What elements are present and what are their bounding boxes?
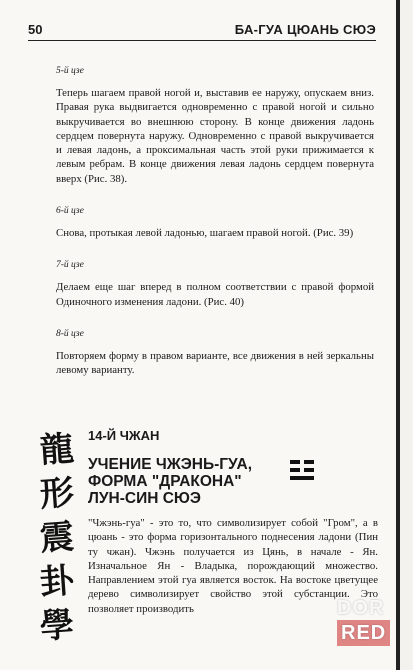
step-label: 8-й цзе <box>56 328 84 339</box>
step-block <box>56 206 374 240</box>
step-paragraph: Повторяем форму в правом варианте, все движения в ней зеркальны левому варианту. <box>56 349 374 377</box>
chapter-title <box>88 456 308 507</box>
calligraphy-column <box>34 428 80 648</box>
trigram-broken-line <box>290 460 314 464</box>
step-block <box>56 329 374 378</box>
trigram-broken-line <box>290 468 314 472</box>
step-paragraph: Снова, протыкая левой ладонью, шагаем правой ногой. (Рис. 39) <box>56 227 354 240</box>
calligraphy-char: 震 <box>38 516 76 560</box>
step-block <box>56 260 374 309</box>
chapter-section <box>28 424 378 670</box>
zhen-trigram-icon <box>290 460 314 486</box>
watermark-logo <box>337 596 407 656</box>
step-label: 6-й цзе <box>56 206 84 217</box>
main-text <box>56 66 374 398</box>
step-block <box>56 66 374 186</box>
step-label: 7-й цзе <box>56 260 84 271</box>
watermark-text: RED <box>337 620 390 646</box>
page-number: 50 <box>28 22 43 37</box>
chapter-body-text: "Чжэнь-гуа" - это то, что символизирует собой "Гром", а в цюань - это форма горизонтального поднесения ладони (Пин ту чжан). Чжэнь получается из Цянь, в начале - Ян. Изначальное Ян - Владыка, порождающий множество. Направлением этой гуа является восток. На востоке цветущее дерево символизирует свойство этой субстанции. Это позволяет производить <box>88 517 378 615</box>
page-header <box>28 22 376 41</box>
calligraphy-char: 形 <box>38 472 76 516</box>
watermark-text: DOR <box>337 597 385 619</box>
step-paragraph: Теперь шагаем правой ногой и, выставив ее наружу, опускаем вниз. Правая рука выдвигается одновременно с правой ногой и сильно выкручивается во внешнюю сторону. В конце движения ладонь сердцем повернута наружу. Одновременно с правой выкручивается и левая ладонь, а проксимальная часть этой руки прижимается к левым ребрам. В конце движения левая ладонь сердцем повернута вверх (Рис. 38). <box>56 87 374 185</box>
calligraphy-char: 學 <box>38 604 76 648</box>
calligraphy-char: 龍 <box>38 428 76 472</box>
trigram-solid-line <box>290 476 314 480</box>
chapter-title-line: УЧЕНИЕ ЧЖЭНЬ-ГУА, <box>88 456 253 473</box>
chapter-number: 14-Й ЧЖАН <box>88 428 160 443</box>
chapter-title-line: ЛУН-СИН СЮЭ <box>88 490 201 507</box>
running-title: БА-ГУА ЦЮАНЬ СЮЭ <box>234 22 376 37</box>
calligraphy-char: 卦 <box>38 560 76 604</box>
step-paragraph: Делаем еще шаг вперед в полном соответствии с правой формой Одиночного изменения ладони. (Рис. 40) <box>56 281 374 308</box>
step-label: 5-й цзе <box>56 66 84 76</box>
chapter-title-line: ФОРМА "ДРАКОНА" <box>88 473 242 490</box>
